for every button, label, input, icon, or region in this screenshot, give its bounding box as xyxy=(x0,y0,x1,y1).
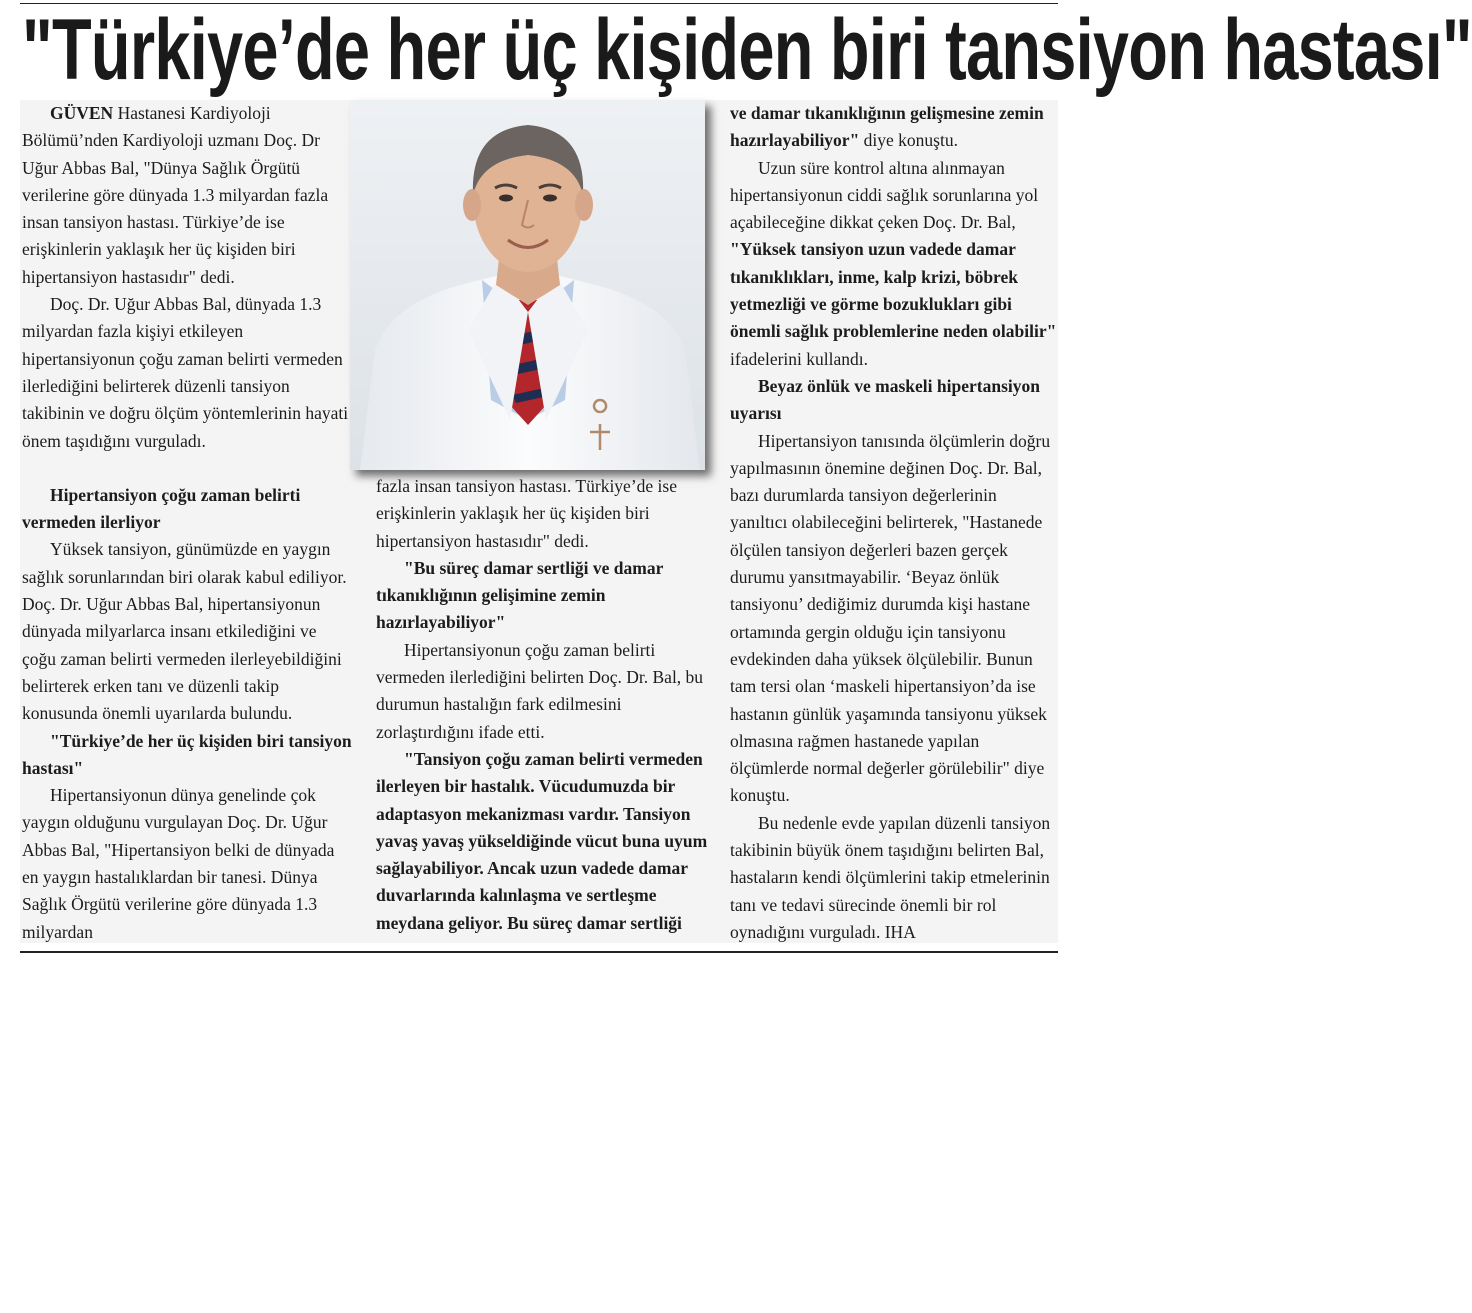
quote-paragraph: "Tansiyon çoğu zaman belirti vermeden ilerleyen bir hastalık. Vücudumuzda bir adaptasyon mekanizması vardır. Tansiyon yavaş yavaş yükseldiğinde vücut buna uyum sağlayabiliyor. Ancak uzun vadede damar duvarlarında kalınlaşma ve sertleşme meydana geliyor. Bu süreç damar sertliği xyxy=(376,748,708,933)
paragraph xyxy=(22,100,354,291)
paragraph-text: ifadelerini kullandı. xyxy=(730,348,869,369)
portrait-illustration xyxy=(350,100,705,470)
paragraph-text: diye konuştu. xyxy=(859,130,958,151)
doctor-photo xyxy=(350,100,705,470)
subheading: Beyaz önlük ve maskeli hipertansiyon uyarısı xyxy=(730,375,1040,424)
subheading: Hipertansiyon çoğu zaman belirti vermeden ilerliyor xyxy=(22,484,301,533)
quote-text: ve damar tıkanıklığının gelişmesine zemin hazırlayabiliyor" xyxy=(730,103,1044,151)
bottom-rule xyxy=(20,951,1058,953)
paragraph: Hipertansiyon tanısında ölçümlerin doğru yapılmasının önemine değinen Doç. Dr. Bal, bazı durumlarda tansiyon değerlerinin yanıltıcı olabileceğini belirterek, "Hastanede ölçülen tansiyon değerleri bazen gerçek durumu yansıtmayabilir. ‘Beyaz önlük tansiyonu’ dediğimiz durumda kişi hastane ortamında gergin olduğu için tansiyonu evdekinden daha yüksek ölçülebilir. Bunun tam tersi olan ‘maskeli hipertansiyon’da ise hastanın günlük yaşamında tansiyonu yüksek olmasına rağmen hastanede yapılan ölçümlerde normal değerler görülebilir" diye konuştu. xyxy=(730,430,1051,806)
paragraph: Hipertansiyonun çoğu zaman belirti vermeden ilerlediğini belirten Doç. Dr. Bal, bu durumun hastalığın fark edilmesini zorlaştırdığını ifade etti. xyxy=(376,639,704,742)
article-column-2 xyxy=(376,473,708,1313)
paragraph: Doç. Dr. Uğur Abbas Bal, dünyada 1.3 milyardan fazla kişiyi etkileyen hipertansiyonun çoğu zaman belirti vermeden ilerlediğini belirterek düzenli tansiyon takibinin ve doğru ölçüm yöntemlerinin hayati önem taşıdığını vurguladı. xyxy=(22,294,349,451)
paragraph: Hipertansiyonun dünya genelinde çok yaygın olduğunu vurgulayan Doç. Dr. Uğur Abbas Bal, "Hipertansiyon belki de dünyada en yaygın hastalıklardan bir tanesi. Dünya Sağlık Örgütü verilerine göre dünyada 1.3 milyardan xyxy=(22,785,335,942)
headline: "Türkiye’de her üç kişiden biri tansiyon hastası" xyxy=(22,2,1472,98)
article-column-3 xyxy=(730,100,1058,940)
paragraph: Yüksek tansiyon, günümüzde en yaygın sağlık sorunlarından biri olarak kabul ediliyor. Doç. Dr. Uğur Abbas Bal, hipertansiyonun dünyada milyarlarca insanı etkilediğini ve çoğu zaman belirti vermeden ilerleyebildiğini belirterek erken tanı ve düzenli takip konusunda önemli uyarılarda bulundu. xyxy=(22,539,347,724)
paragraph-text: Uzun süre kontrol altına alınmayan hipertansiyonun ciddi sağlık sorunlarına yol açabileceğine dikkat çeken Doç. Dr. Bal, xyxy=(730,157,1039,233)
paragraph: fazla insan tansiyon hastası. Türkiye’de ise erişkinlerin yaklaşık her üç kişiden biri hipertansiyon hastasıdır" dedi. xyxy=(376,476,677,551)
paragraph xyxy=(730,155,1058,373)
quote-text: "Yüksek tansiyon uzun vadede damar tıkanıklıkları, inme, kalp krizi, böbrek yetmezliği ve görme bozuklukları gibi önemli sağlık problemlerine neden olabilir" xyxy=(730,239,1057,342)
subheading: "Bu süreç damar sertliği ve damar tıkanıklığının gelişimine zemin hazırlayabiliyor" xyxy=(376,557,664,633)
paragraph xyxy=(730,100,1058,155)
paragraph-text: Hastanesi Kardiyoloji Bölümü’nden Kardiyoloji uzmanı Doç. Dr Uğur Abbas Bal, "Dünya Sağlık Örgütü verilerine göre dünyada 1.3 milyardan fazla insan tansiyon hastası. Türkiye’de ise erişkinlerin yaklaşık her üç kişiden biri hipertansiyon hastasıdır" dedi. xyxy=(22,103,329,287)
lead-word: GÜVEN xyxy=(50,103,114,123)
paragraph: Bu nedenle evde yapılan düzenli tansiyon takibinin büyük önem taşıdığını belirten Bal, hastaların kendi ölçümlerini takip etmelerinin tanı ve tedavi sürecinde önemli bir rol oynadığını vurguladı. IHA xyxy=(730,812,1051,942)
article-column-1 xyxy=(22,100,354,940)
subheading: "Türkiye’de her üç kişiden biri tansiyon hastası" xyxy=(22,730,352,778)
